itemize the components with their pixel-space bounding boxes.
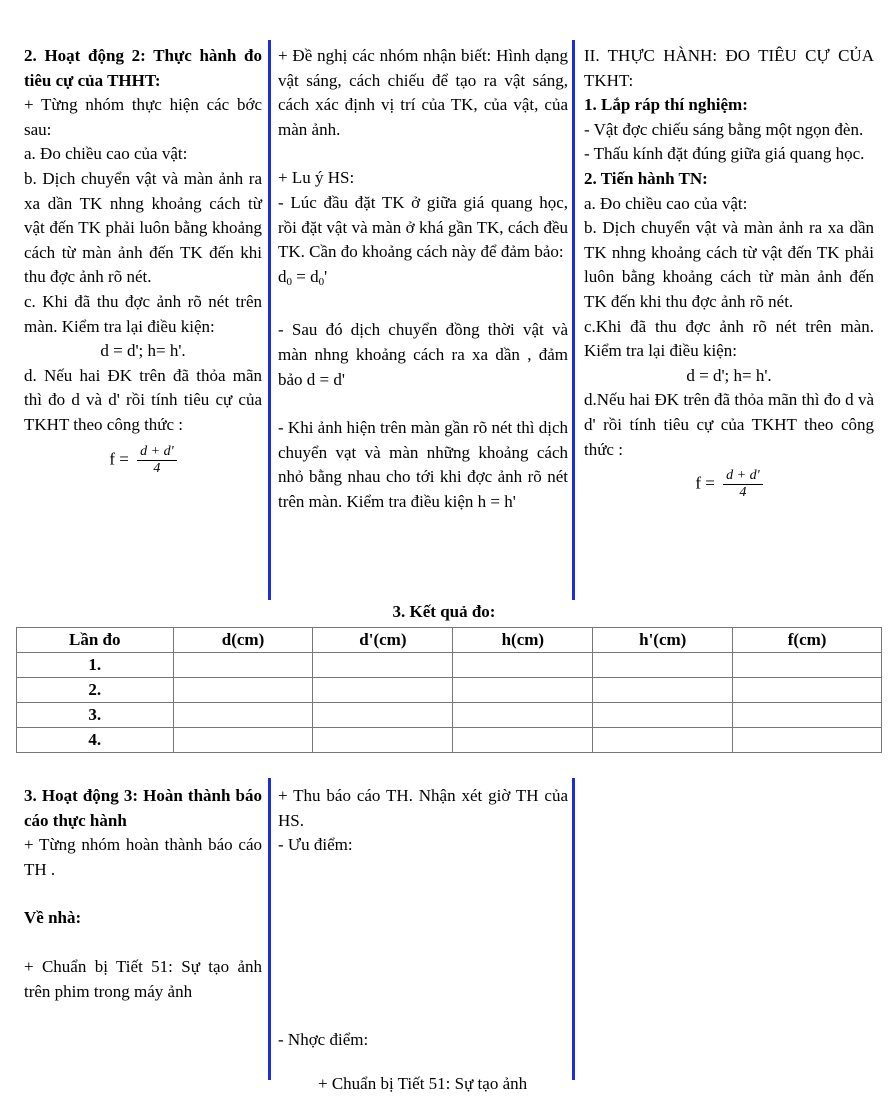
text-block: c. Khi đã thu đợc ảnh rõ nét trên màn. Kiểm tra lại điều kiện:: [24, 291, 262, 336]
empty-cell: [593, 653, 733, 678]
text-block: a. Đo chiều cao của vật:: [24, 144, 188, 164]
empty-cell: [593, 678, 733, 703]
condition-line: d = d'; h= h'.: [100, 341, 186, 361]
empty-cell: [453, 703, 593, 728]
text-block: c.Khi đã thu đợc ảnh rõ nét trên màn. Kiểm tra lại điều kiện:: [584, 316, 874, 361]
row-label: 1.: [17, 653, 174, 678]
text-block: + Chuẩn bị Tiết 51: Sự tạo ảnh trên phim trong máy ảnh: [24, 956, 262, 1001]
teacher-guidance-column: [278, 44, 568, 515]
empty-cell: [313, 703, 453, 728]
empty-cell: [453, 653, 593, 678]
empty-cell: [453, 678, 593, 703]
table-header-cell: h'(cm): [593, 628, 733, 653]
condition-line: d = d'; h= h'.: [686, 365, 772, 385]
empty-cell: [313, 728, 453, 753]
focal-length-formula: f = $\frac{d + d'}{4}$: [24, 444, 262, 477]
activity-3-column: [24, 784, 262, 1004]
formula-denominator: 4: [739, 485, 747, 501]
section-heading: 1. Lắp ráp thí nghiệm:: [584, 95, 748, 115]
activity-2-column: [24, 44, 262, 477]
table-header-cell: d'(cm): [313, 628, 453, 653]
text-block: + Từng nhóm hoàn thành báo cáo TH .: [24, 835, 262, 879]
table-header-cell: d(cm): [173, 628, 313, 653]
table-row: [17, 728, 882, 753]
text-block: + Thu báo cáo TH. Nhận xét giờ TH của HS.: [278, 786, 568, 830]
practice-heading: II. THỰC HÀNH: ĐO TIÊU CỰ CỦA TKHT:: [584, 46, 874, 90]
empty-cell: [733, 653, 882, 678]
text-block: d.Nếu hai ĐK trên đã thỏa mãn thì đo d và d' rồi tính tiêu cự của TKHT theo công thức :: [584, 390, 874, 459]
table-header-cell: f(cm): [733, 628, 882, 653]
empty-cell: [593, 703, 733, 728]
activity-2-heading: 2. Hoạt động 2: Thực hành đo tiêu cự của THHT:: [24, 46, 262, 90]
formula-numerator: d + d': [723, 468, 762, 485]
text-block: + Đề nghị các nhóm nhận biết: Hình dạng vật sáng, cách chiếu để tạo ra vật sáng, cách xác định vị trí của TK, của vật, của màn ảnh.: [278, 46, 568, 139]
homework-heading: Về nhà:: [24, 908, 82, 928]
empty-cell: [733, 678, 882, 703]
column-divider: [572, 40, 575, 600]
text-block: + Chuẩn bị Tiết 51: Sự tạo ảnh: [318, 1074, 528, 1094]
column-divider: [268, 40, 271, 600]
table-row: [17, 678, 882, 703]
empty-cell: [173, 653, 313, 678]
d0-equation: $d_0 = d_0'$: [278, 266, 328, 288]
text-block: - Khi ảnh hiện trên màn gần rõ nét thì dịch chuyển vạt và màn những khoảng cách nhỏ bằng nhau cho tới khi đợc ảnh rõ nét trên màn. Kiểm tra điều kiện h = h': [278, 418, 568, 511]
empty-cell: [313, 678, 453, 703]
formula-denominator: 4: [153, 460, 161, 476]
row-label: 3.: [17, 703, 174, 728]
text-block: - Sau đó dịch chuyển đồng thời vật và màn nhng khoảng cách ra xa dần , đảm bảo d = d': [278, 320, 568, 389]
row-label: 4.: [17, 728, 174, 753]
empty-cell: [173, 728, 313, 753]
strengths-label: - Ưu điểm:: [278, 835, 353, 855]
results-table: [16, 627, 882, 753]
empty-cell: [593, 728, 733, 753]
focal-length-formula: f = $\frac{d + d'}{4}$: [584, 468, 874, 501]
text-block: + Từng nhóm thực hiện các bớc sau:: [24, 95, 262, 139]
table-header-cell: Lần đo: [17, 628, 174, 653]
empty-cell: [733, 728, 882, 753]
text-block: - Lúc đầu đặt TK ở giữa giá quang học, rồi đặt vật và màn ở khá gần TK, cách đều TK. Cần đo khoảng cách này để đảm bảo:: [278, 192, 568, 262]
section-heading: 2. Tiến hành TN:: [584, 168, 708, 188]
empty-cell: [173, 678, 313, 703]
formula-numerator: d + d': [137, 444, 176, 461]
column-divider: [572, 778, 575, 1080]
empty-cell: [173, 703, 313, 728]
text-block: d. Nếu hai ĐK trên đã thỏa mãn thì đo d và d' rồi tính tiêu cự của TKHT theo công thức :: [24, 365, 262, 434]
table-header-cell: h(cm): [453, 628, 593, 653]
results-title: 3. Kết quả đo:: [392, 602, 496, 621]
text-block: b. Dịch chuyển vật và màn ảnh ra xa dần TK nhng khoảng cách từ vật đến TK phải luôn bằng khoảng cách từ màn ảnh đến TK đến khi thu đợc ảnh rõ nét.: [24, 168, 262, 287]
empty-cell: [453, 728, 593, 753]
table-header-row: [17, 628, 882, 653]
table-row: [17, 653, 882, 678]
teacher-feedback-column: [278, 784, 568, 1094]
row-label: 2.: [17, 678, 174, 703]
text-block: - Vật đợc chiếu sáng bằng một ngọn đèn.: [584, 119, 864, 139]
practice-column: [584, 44, 874, 501]
text-block: b. Dịch chuyển vật và màn ảnh ra xa dần TK nhng khoảng cách từ vật đến TK phải luôn bằng khoảng cách từ màn ảnh đến TK đến khi thu đợc ảnh rõ nét.: [584, 218, 874, 311]
table-row: [17, 703, 882, 728]
empty-cell: [733, 703, 882, 728]
column-divider: [268, 778, 271, 1080]
weaknesses-label: - Nhợc điểm:: [278, 1029, 369, 1049]
text-block: - Thấu kính đặt đúng giữa giá quang học.: [584, 144, 865, 164]
activity-3-heading: 3. Hoạt động 3: Hoàn thành báo cáo thực hành: [24, 786, 262, 830]
empty-cell: [313, 653, 453, 678]
text-block: + Lu ý HS:: [278, 168, 355, 188]
text-block: a. Đo chiều cao của vật:: [584, 193, 748, 213]
